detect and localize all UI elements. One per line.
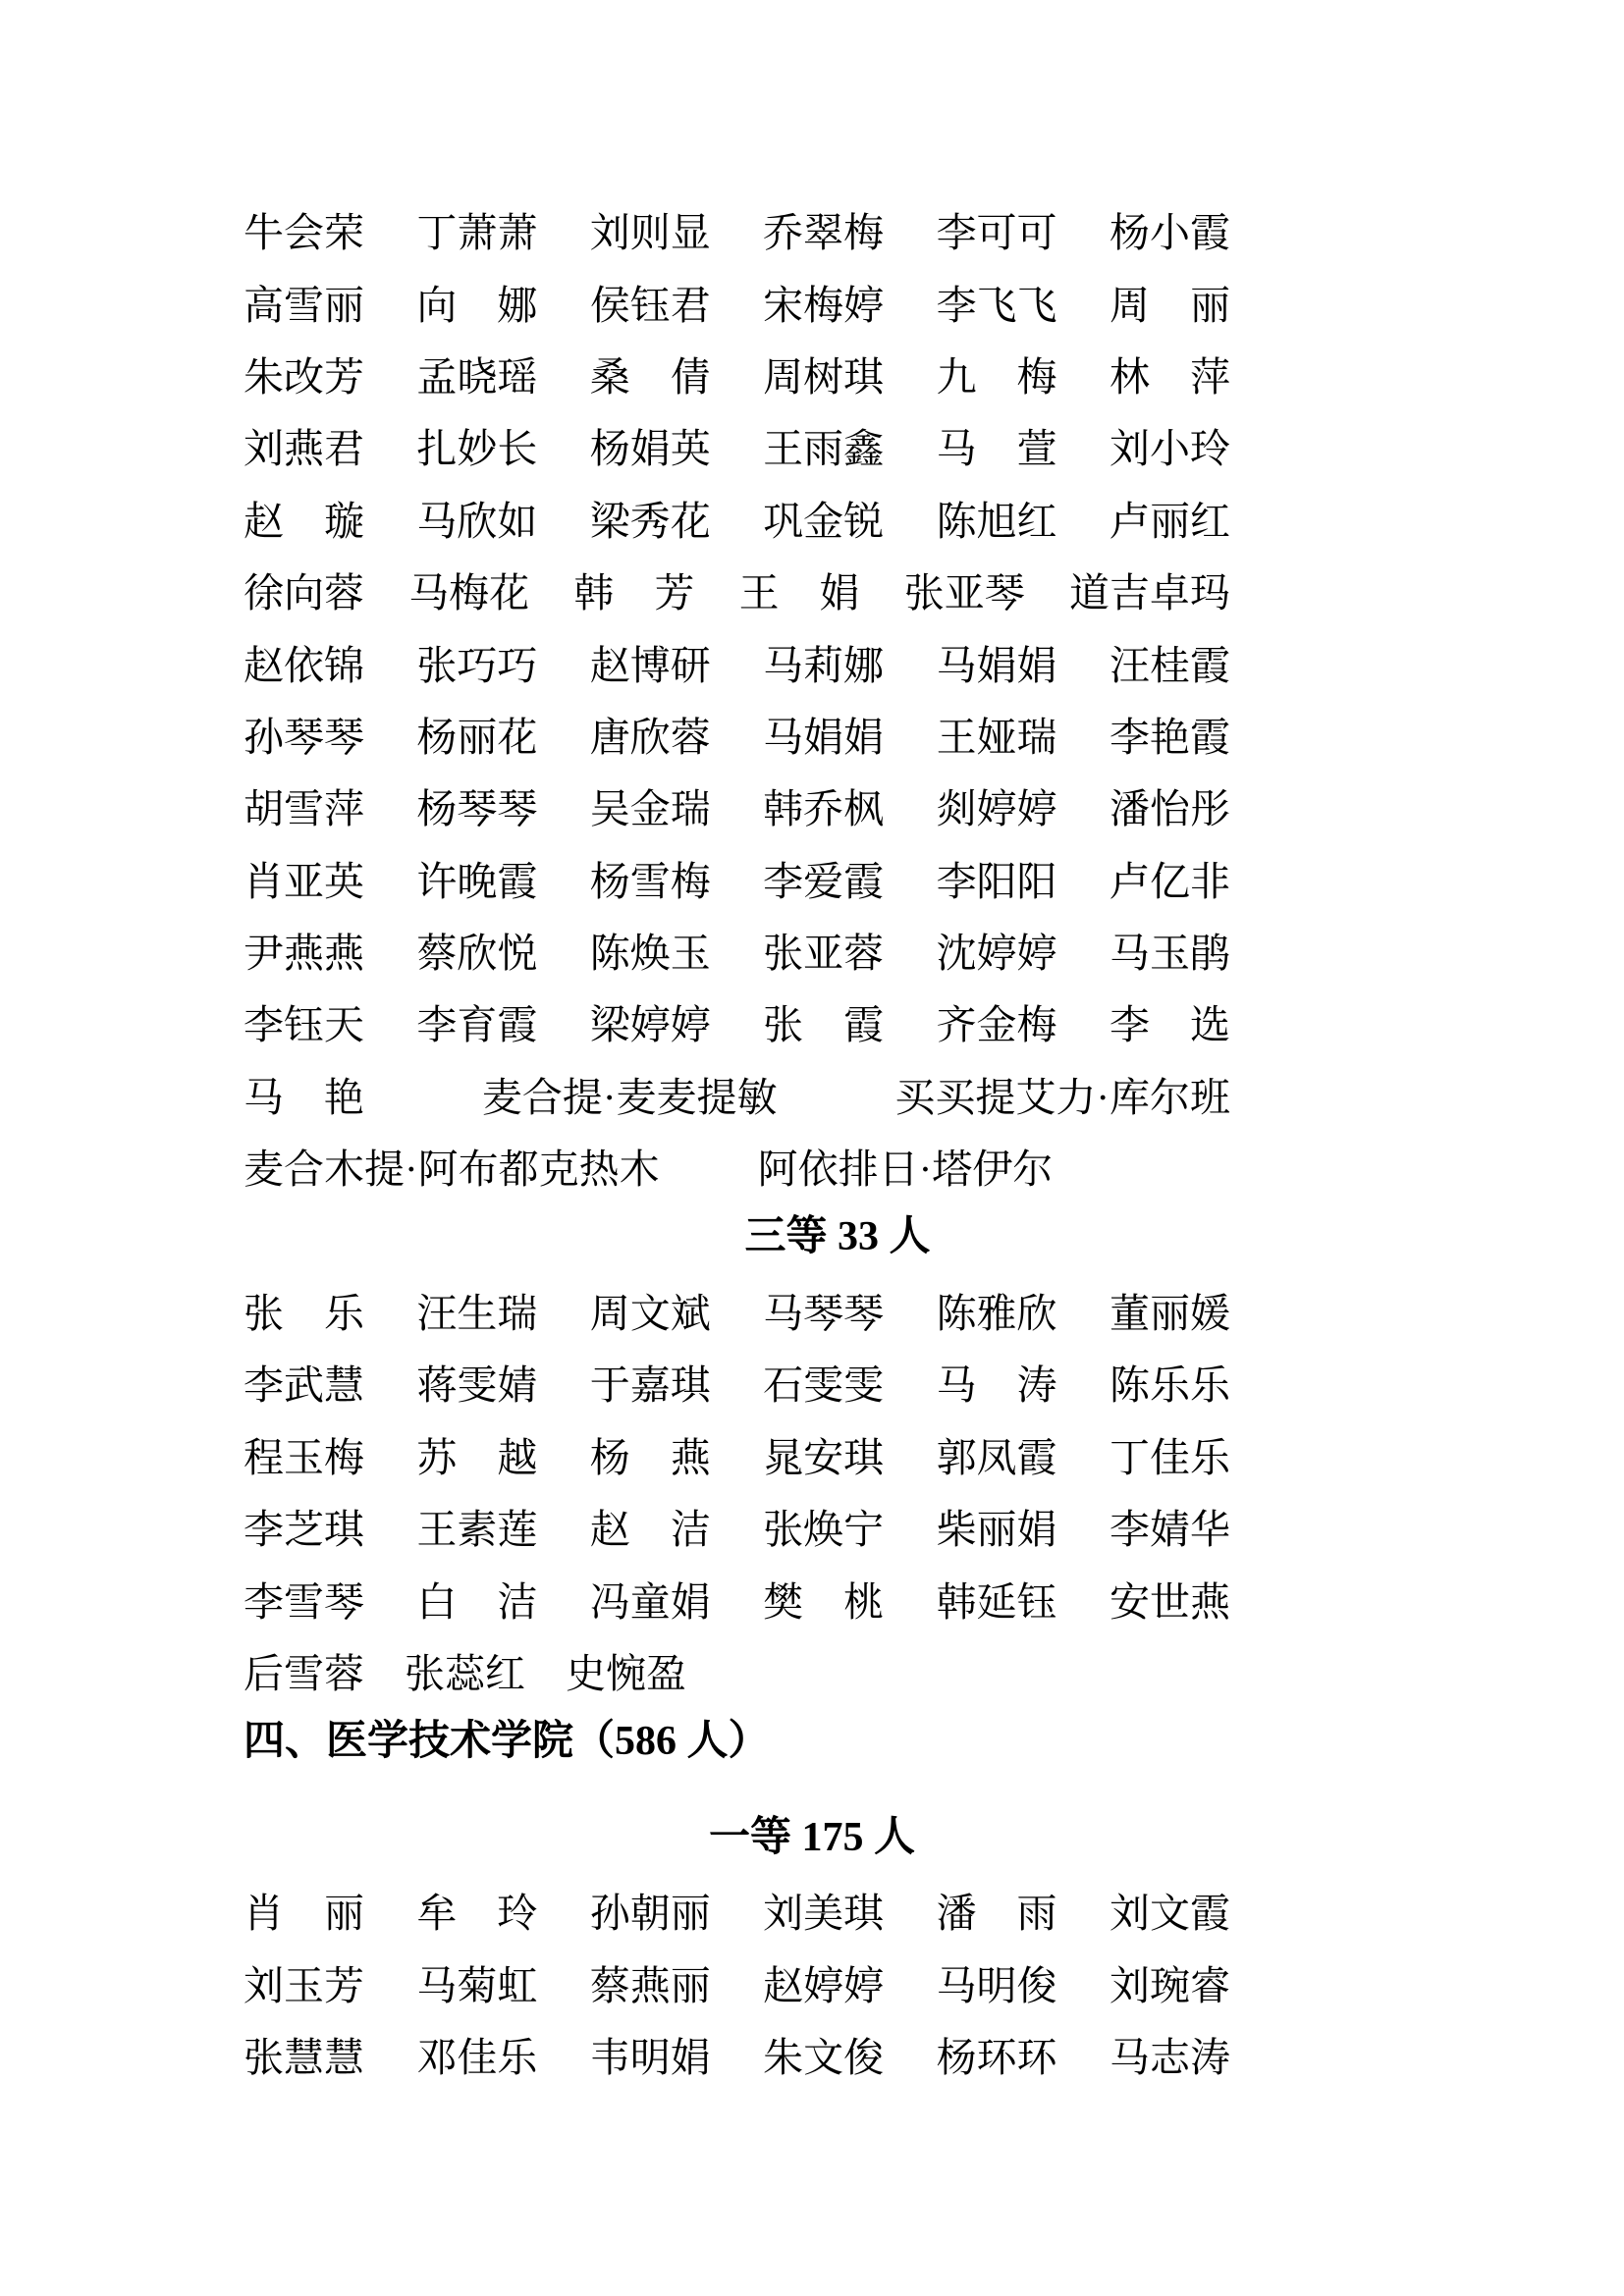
person-name: 李爱霞: [763, 858, 885, 904]
person-name: 林 萍: [1109, 353, 1230, 400]
person-name: 李武慧: [244, 1362, 364, 1409]
person-name: 潘怡彤: [1109, 786, 1230, 832]
name-row: [244, 986, 1230, 1057]
name-row: [244, 1274, 1230, 1346]
person-name: 买买提艾力·库尔班: [894, 1074, 1230, 1120]
name-row: [244, 914, 1230, 986]
person-name: 马明俊: [936, 1962, 1057, 2008]
person-name: 马 萱: [936, 426, 1057, 472]
person-name: 马莉娜: [763, 642, 885, 688]
person-name: 柴丽娟: [936, 1507, 1057, 1553]
person-name: 邓佳乐: [416, 2034, 538, 2080]
person-name: 道吉卓玛: [1068, 570, 1230, 616]
person-name: 马欣如: [416, 498, 538, 544]
person-name: 韩延钰: [936, 1578, 1057, 1625]
name-row-uyghur-names: [244, 1130, 1230, 1201]
name-row: [244, 698, 1230, 770]
person-name: 马娟娟: [763, 714, 885, 760]
person-name: 李可可: [936, 210, 1057, 256]
person-name: 孟晓瑶: [416, 353, 538, 400]
name-row: [244, 265, 1230, 337]
person-name: 汪生瑞: [416, 1291, 538, 1337]
person-name: 李钰天: [244, 1002, 364, 1048]
person-name: 王雨鑫: [763, 426, 885, 472]
person-name: 陈乐乐: [1109, 1362, 1230, 1409]
person-name: 韩 芳: [573, 570, 695, 616]
person-name: 尹燕燕: [244, 931, 364, 977]
person-name: 杨小霞: [1109, 210, 1230, 256]
name-row: [244, 1346, 1230, 1417]
name-row: [244, 1634, 1230, 1706]
person-name: 陈雅欣: [936, 1291, 1057, 1337]
person-name: 宋梅婷: [763, 282, 885, 328]
person-name: 王素莲: [416, 1507, 538, 1553]
person-name: 陈旭红: [936, 498, 1057, 544]
person-name: 杨 燕: [589, 1434, 711, 1480]
person-name: 马琴琴: [763, 1291, 885, 1337]
person-name: 齐金梅: [936, 1002, 1057, 1048]
person-name: 马玉鹃: [1109, 931, 1230, 977]
section-heading-first-class: 一等 175 人: [708, 1814, 915, 1860]
person-name: 张焕宁: [763, 1507, 885, 1553]
person-name: 张巧巧: [416, 642, 538, 688]
person-name: 胡雪萍: [244, 786, 364, 832]
name-row: [244, 554, 1230, 625]
person-name: 晁安琪: [763, 1434, 885, 1480]
person-name: 沈婷婷: [936, 931, 1057, 977]
person-name: 周 丽: [1109, 282, 1230, 328]
name-row: [244, 1490, 1230, 1562]
person-name: 张亚琴: [903, 570, 1025, 616]
person-name: 唐欣蓉: [589, 714, 711, 760]
person-name: 卢亿非: [1109, 858, 1230, 904]
person-name: 郭凤霞: [936, 1434, 1057, 1480]
person-name: 阿依排日·塔伊尔: [757, 1147, 1054, 1193]
person-name: 麦合木提·阿布都克热木: [244, 1147, 660, 1193]
person-name: 陈焕玉: [589, 931, 711, 977]
person-name: 樊 桃: [763, 1578, 885, 1625]
person-name: 许晚霞: [416, 858, 538, 904]
person-name: 蔡燕丽: [589, 1962, 711, 2008]
person-name: 马梅花: [408, 570, 530, 616]
person-name: 韩乔枫: [763, 786, 885, 832]
person-name: 梁婷婷: [589, 1002, 711, 1048]
name-row: [244, 1562, 1230, 1633]
person-name: 侯钰君: [589, 282, 711, 328]
person-name: 李飞飞: [936, 282, 1057, 328]
person-name: 麦合提·麦麦提敏: [481, 1074, 778, 1120]
person-name: 丁萧萧: [416, 210, 538, 256]
name-row: [244, 1874, 1230, 1946]
person-name: 杨雪梅: [589, 858, 711, 904]
person-name: 徐向蓉: [244, 570, 364, 616]
person-name: 赵 璇: [244, 498, 364, 544]
person-name: 肖 丽: [244, 1891, 364, 1937]
person-name: 牛会荣: [244, 210, 364, 256]
person-name: 李育霞: [416, 1002, 538, 1048]
person-name: 马志涛: [1109, 2034, 1230, 2080]
person-name: 刘美琪: [763, 1891, 885, 1937]
person-name: 刘文霞: [1109, 1891, 1230, 1937]
person-name: 苏 越: [416, 1434, 538, 1480]
section-heading-third-class: 三等 33 人: [744, 1214, 931, 1260]
person-name: 孙朝丽: [589, 1891, 711, 1937]
person-name: 吴金瑞: [589, 786, 711, 832]
person-name: 牟 玲: [416, 1891, 538, 1937]
person-name: 张 霞: [763, 1002, 885, 1048]
person-name: 于嘉琪: [589, 1362, 711, 1409]
person-name: 程玉梅: [244, 1434, 364, 1480]
person-name: 汪桂霞: [1109, 642, 1230, 688]
person-name: 蔡欣悦: [416, 931, 538, 977]
page-content: [244, 193, 1380, 2090]
person-name: 赵依锦: [244, 642, 364, 688]
person-name: 肖亚英: [244, 858, 364, 904]
person-name: 李芝琪: [244, 1507, 364, 1553]
person-name: 马 涛: [936, 1362, 1057, 1409]
person-name: 九 梅: [936, 353, 1057, 400]
name-row: [244, 842, 1230, 914]
person-name: 张蕊红: [405, 1651, 525, 1696]
person-name: 朱文俊: [763, 2034, 885, 2080]
person-name: 马 艳: [244, 1074, 364, 1120]
person-name: 王娅瑞: [936, 714, 1057, 760]
person-name: 潘 雨: [936, 1891, 1057, 1937]
person-name: 高雪丽: [244, 282, 364, 328]
person-name: 韦明娟: [589, 2034, 711, 2080]
person-name: 李婧华: [1109, 1507, 1230, 1553]
person-name: 杨娟英: [589, 426, 711, 472]
person-name: 马菊虹: [416, 1962, 538, 2008]
person-name: 朱改芳: [244, 353, 364, 400]
person-name: 白 洁: [416, 1578, 538, 1625]
person-name: 王 娟: [738, 570, 860, 616]
person-name: 张 乐: [244, 1291, 364, 1337]
section-heading-college: 四、医学技术学院（586 人）: [244, 1719, 770, 1765]
person-name: 杨环环: [936, 2034, 1057, 2080]
person-name: 刘则显: [589, 210, 711, 256]
name-row: [244, 482, 1230, 554]
person-name: 乔翠梅: [763, 210, 885, 256]
person-name: 赵 洁: [589, 1507, 711, 1553]
person-name: 张慧慧: [244, 2034, 364, 2080]
name-row: [244, 193, 1230, 265]
person-name: 马娟娟: [936, 642, 1057, 688]
person-name: 刘琬睿: [1109, 1962, 1230, 2008]
person-name: 扎妙长: [416, 426, 538, 472]
person-name: 桑 倩: [589, 353, 711, 400]
person-name: 周树琪: [763, 353, 885, 400]
person-name: 安世燕: [1109, 1578, 1230, 1625]
name-row: [244, 625, 1230, 697]
person-name: 刘小玲: [1109, 426, 1230, 472]
person-name: 刘玉芳: [244, 1962, 364, 2008]
person-name: 梁秀花: [589, 498, 711, 544]
person-name: 向 娜: [416, 282, 538, 328]
person-name: 刘燕君: [244, 426, 364, 472]
person-name: 杨丽花: [416, 714, 538, 760]
person-name: 冯童娟: [589, 1578, 711, 1625]
person-name: 丁佳乐: [1109, 1434, 1230, 1480]
name-row: [244, 770, 1230, 841]
person-name: 董丽媛: [1109, 1291, 1230, 1337]
name-row: [244, 1946, 1230, 2017]
person-name: 后雪蓉: [244, 1651, 364, 1696]
person-name: 赵博研: [589, 642, 711, 688]
name-row: [244, 1418, 1230, 1490]
person-name: 周文斌: [589, 1291, 711, 1337]
name-row: [244, 2018, 1230, 2090]
name-row: [244, 409, 1230, 481]
person-name: 巩金锐: [763, 498, 885, 544]
person-name: 蒋雯婧: [416, 1362, 538, 1409]
person-name: 李雪琴: [244, 1578, 364, 1625]
person-name: 张亚蓉: [763, 931, 885, 977]
person-name: 石雯雯: [763, 1362, 885, 1409]
person-name: 李艳霞: [1109, 714, 1230, 760]
person-name: 史惋盈: [566, 1651, 686, 1696]
person-name: 李阳阳: [936, 858, 1057, 904]
person-name: 剡婷婷: [936, 786, 1057, 832]
person-name: 卢丽红: [1109, 498, 1230, 544]
person-name: 杨琴琴: [416, 786, 538, 832]
name-row: [244, 338, 1230, 409]
person-name: 赵婷婷: [763, 1962, 885, 2008]
person-name: 李 选: [1109, 1002, 1230, 1048]
person-name: 孙琴琴: [244, 714, 364, 760]
name-row-uyghur-names: [244, 1058, 1230, 1130]
